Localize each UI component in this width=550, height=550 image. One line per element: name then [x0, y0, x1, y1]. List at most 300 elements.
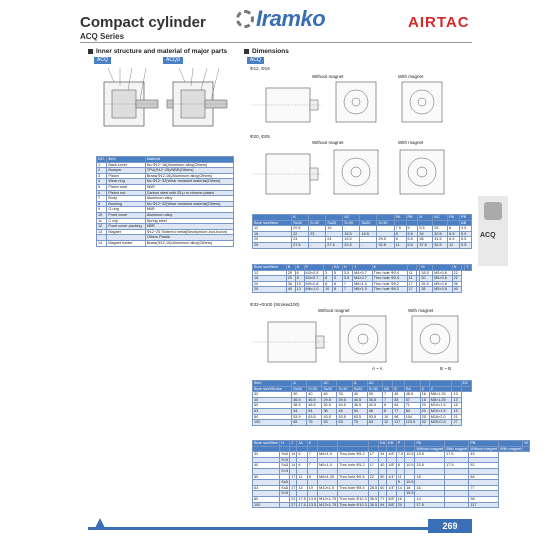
t2-row-cell: 5: [332, 270, 342, 276]
t4-row-cell: 35.5: [369, 502, 378, 507]
t3-row-cell: 29.5: [322, 397, 337, 403]
t3-row-cell: 57: [404, 397, 420, 403]
t3-header-row-cell: AC: [367, 381, 382, 387]
t4-row-cell: 11: [297, 474, 307, 480]
t4-row-cell: 117: [469, 502, 499, 508]
t4-row-cell: 14: [396, 485, 404, 491]
t4-row-cell: 22: [368, 474, 378, 480]
t3-row-cell: M10×1.5: [429, 408, 452, 414]
t3-row-cell: 12: [382, 420, 392, 426]
t4-row-cell: 10.5: [406, 452, 414, 457]
t4-header-row-cell: Without magnet: [416, 446, 444, 451]
parts-row-cell: 5: [97, 184, 107, 190]
t3-row-cell: 32: [253, 392, 292, 398]
t1-header-row-cell: S>30: [377, 220, 394, 226]
page-number: 269: [428, 519, 472, 533]
t4-row-cell: 6: [297, 463, 307, 469]
t4-header-row-cell: W: [524, 441, 528, 445]
t2-row-cell: M6×1.0: [353, 287, 372, 293]
t4-row-cell: 32: [253, 452, 280, 458]
t4-row-cell: 16: [415, 485, 445, 491]
t4-row-cell: 11: [396, 474, 404, 480]
t3-row-cell: 50: [253, 403, 292, 409]
t2-row-cell: 25: [286, 270, 295, 276]
t3-row-cell: 98: [393, 414, 405, 420]
t2-header-row-cell: E: [304, 265, 323, 271]
parts-row: [97, 179, 234, 185]
size-label-20-25: Φ20, Φ25: [250, 134, 270, 139]
t4-row-cell: 18: [405, 485, 415, 491]
t3-row-cell: 64: [393, 403, 405, 409]
t3-row-cell: 20: [420, 408, 429, 414]
t4-header-row-cell: KB: [387, 441, 397, 447]
iramko-logo-text: Iramko: [256, 6, 326, 31]
t2-row-cell: 12: [253, 270, 287, 276]
t1-row-cell: 5: [406, 226, 418, 232]
t2-row-cell: 8: [324, 281, 333, 287]
t3-row-cell: 40: [322, 392, 337, 398]
t3-row-cell: 53: [322, 420, 337, 426]
dim-drawing-12-16: [252, 72, 472, 134]
t2-header-row-cell: J: [353, 265, 372, 271]
t1-row-cell: -: [309, 242, 326, 248]
t2-row-cell: 18.5: [420, 270, 433, 276]
t3-row-cell: 43.5: [322, 414, 337, 420]
t3-row-cell: 16: [420, 397, 429, 403]
t4-row-cell: 100: [253, 502, 280, 508]
t1-row-cell: 5.5: [406, 231, 418, 237]
parts-row: [97, 229, 234, 235]
t1-row-cell: 26: [433, 226, 448, 232]
t1-row-cell: 5.5: [418, 226, 433, 232]
t4-row-cell: 52: [469, 463, 499, 469]
t3-row-cell: 53: [393, 397, 405, 403]
t4-row-cell: 17.5: [445, 452, 469, 458]
t3-row-cell: 30.5: [322, 403, 337, 409]
t4-row-cell: 50: [379, 474, 387, 480]
t2-header-row-cell: D: [295, 265, 304, 271]
t4-row-cell: 10: [307, 485, 317, 491]
t1-row-cell: 36: [418, 237, 433, 243]
t2-row-cell: 17: [407, 281, 416, 287]
t4-row-cell: 17: [368, 463, 378, 469]
t4-row-cell: 34: [379, 452, 387, 458]
t4-row-cell: S>5: [281, 457, 289, 462]
t2-row-cell: 12: [295, 287, 304, 293]
t4-row-cell: 64: [469, 474, 499, 480]
parts-material-table: [96, 156, 234, 247]
t4-row-cell: S>5: [281, 468, 289, 473]
t4-row-cell: 14: [291, 452, 296, 457]
t4-row-cell: S≤5: [281, 485, 289, 490]
t2-row-cell: 40: [452, 287, 461, 293]
t3-row-cell: M16×2.0: [429, 414, 452, 420]
series-subtitle: ACQ Series: [80, 32, 125, 41]
t1-row-cell: 20: [253, 237, 292, 243]
t3-row-cell: 40: [352, 392, 367, 398]
t3-row-cell: 36.5: [367, 397, 382, 403]
t3-row-cell: 80: [253, 414, 292, 420]
t3-header-row-cell: [461, 386, 471, 392]
t1-row-cell: 12: [253, 226, 292, 232]
t3-row-cell: M8×1.25: [429, 397, 452, 403]
dim-table-large-bore-2: [252, 440, 530, 508]
parts-row-cell: Piston seal: [107, 184, 145, 190]
t4-row-cell: 20: [396, 502, 404, 508]
t1-row-cell: 22: [292, 231, 309, 237]
parts-header-item: Item: [107, 157, 145, 163]
t4-row-cell: S≤5: [281, 452, 289, 457]
t3-row-cell: 65: [292, 420, 307, 426]
t4-header-row-cell: JA: [297, 441, 307, 447]
t3-row-cell: 84: [404, 408, 420, 414]
t2-row-cell: 11: [407, 270, 416, 276]
parts-row-cell: Piston: [107, 173, 145, 179]
parts-row-cell: 11: [97, 218, 107, 224]
t3-row-cell: 10: [382, 414, 392, 420]
t2-row-cell: 3.5: [342, 276, 352, 282]
t2-header-row-cell: K: [372, 265, 407, 271]
t4-row-cell: 15.5: [415, 452, 445, 458]
t3-header-row-cell: Bore size\Stroke: [253, 386, 292, 392]
t4-header-row-cell: With magnet: [446, 446, 468, 451]
t4-row-cell: 18: [415, 474, 445, 480]
parts-row: [97, 190, 234, 196]
t4-row-cell: 40: [379, 463, 387, 469]
t1-row-cell: -: [309, 226, 326, 232]
t4-row-cell: 15.5: [415, 463, 445, 469]
t3-row-cell: 8: [382, 403, 392, 409]
t1-row-cell: -: [309, 237, 326, 243]
t4-row-cell: 14: [291, 463, 296, 468]
t2-row-cell: 3.5: [342, 270, 352, 276]
t2-row-cell: 22: [452, 276, 461, 282]
t4-header-row-cell: H: [280, 441, 290, 447]
t2-row-cell: 36: [452, 281, 461, 287]
t3-row-cell: 53.5: [337, 414, 352, 420]
t4-row-cell: 8: [396, 463, 404, 469]
t3-row-cell: 53.5: [292, 414, 307, 420]
t3-row-cell: 40.5: [367, 403, 382, 409]
t1-row-cell: 11: [394, 242, 406, 248]
parts-row-cell: NBR: [145, 207, 233, 213]
t3-row-cell: 32: [420, 420, 429, 426]
parts-row-cell: O-ring: [107, 207, 145, 213]
parts-row-cell: 1: [97, 162, 107, 168]
t3-row-cell: 46.5: [307, 397, 322, 403]
t4-row-cell: 50: [253, 474, 280, 480]
parts-row-cell: No:Φ12~16(Aluminum alloy(Others): [145, 162, 233, 168]
t2-row-cell: 22: [452, 270, 461, 276]
t4-row-cell: 14: [297, 485, 307, 491]
t4-row-cell: Thru hole Φ6.5: [338, 474, 369, 480]
t2-row-cell: M4×0.7: [304, 276, 323, 282]
t2-row-cell: Thru hole Φ3.4: [372, 270, 407, 276]
t3-row-cell: 40.5: [337, 403, 352, 409]
t4-row-cell: 17: [291, 485, 296, 490]
with-magnet-label-1: With magnet: [398, 74, 424, 79]
t4-row-cell: 15.5: [406, 491, 414, 496]
t4-row-cell: Thru hole Φ5.2: [338, 452, 369, 458]
t1-header-row-cell: A: [418, 215, 433, 221]
t2-row-cell: M5×0.8: [433, 287, 452, 293]
t4-row-cell: 9: [396, 480, 404, 486]
t1-row-cell: 7.5: [394, 226, 406, 232]
section-b-label: B ~ B: [440, 366, 452, 371]
t1-header-row-cell: S≤30: [360, 220, 377, 226]
t1-row-cell: 22.5: [343, 242, 360, 248]
t3-row-cell: 71: [404, 403, 420, 409]
t4-row-cell: M10×1.5: [318, 485, 338, 491]
parts-row-cell: Magnet: [107, 229, 145, 235]
t2-row-cell: 40: [286, 287, 295, 293]
t4-row-cell: 17.5: [415, 502, 445, 508]
parts-row-cell: 12: [97, 224, 107, 230]
t3-row-cell: 33: [337, 392, 352, 398]
t4-row-cell: 8: [307, 474, 317, 480]
t4-row-cell: 28.5: [369, 485, 378, 490]
t4-row-cell: [445, 502, 469, 508]
side-tab-label: ACQ: [480, 232, 496, 239]
t2-row-cell: 20: [420, 276, 433, 282]
t3-row-cell: 25: [420, 414, 429, 420]
t1-row-cell: 32.5: [433, 242, 448, 248]
t3-row-cell: 38.5: [292, 403, 307, 409]
t3-row-cell: 39.5: [337, 397, 352, 403]
t4-row-cell: 7: [307, 463, 317, 469]
t1-header-row-cell: PB: [460, 215, 472, 221]
t2-header-row-cell: Bore size\Item: [253, 265, 287, 271]
t1-row-cell: -: [343, 226, 360, 232]
t4-header-row-cell: [523, 446, 530, 452]
t4-row-cell: [280, 502, 290, 508]
t1-row-cell: 25: [253, 242, 292, 248]
t4-row-cell: M6×1.0: [318, 452, 338, 458]
t3-row-cell: 7: [382, 392, 392, 398]
gear-icon: [236, 10, 254, 28]
parts-row-cell: Piston rod: [107, 190, 145, 196]
t3-header-row-cell: AB: [382, 386, 392, 392]
t3-row-cell: 63.5: [352, 414, 367, 420]
t3-row-cell: 53.5: [367, 414, 382, 420]
footer-rule: [88, 527, 428, 530]
section-inner-structure: [88, 48, 227, 55]
t1-row-cell: 27.5: [326, 242, 343, 248]
parts-row-cell: C clip: [107, 218, 145, 224]
t1-row-cell: 19.5: [343, 237, 360, 243]
iramko-logo: [236, 6, 325, 32]
t3-row-cell: 16: [420, 392, 429, 398]
t1-row-cell: 24: [326, 237, 343, 243]
tag-acqs: ACQS: [163, 57, 183, 64]
t4-row-cell: Thru hole Φ8.5: [338, 485, 369, 491]
t3-row-cell: 46: [393, 392, 405, 398]
t3-row-cell: 46.5: [352, 397, 367, 403]
t3-row-cell: 20: [420, 403, 429, 409]
parts-row-cell: 9: [97, 207, 107, 213]
t4-header-row-cell: Bore size\Item: [254, 441, 279, 445]
t4-row-cell: S≤5: [281, 480, 289, 485]
without-magnet-label-2: Without magnet: [312, 140, 344, 145]
t1-row-cell: 16.5: [360, 231, 377, 237]
t4-header-row-cell: PB: [469, 441, 499, 447]
t1-row-cell: 8: [394, 237, 406, 243]
t1-row-cell: 6.5: [448, 231, 460, 237]
t2-row-cell: 17: [407, 287, 416, 293]
size-label-12-16: Φ12, Φ16: [250, 66, 270, 71]
t1-row-cell: 32.5: [377, 242, 394, 248]
t1-header-row-cell: AC: [433, 215, 448, 221]
t4-row-cell: 3/8": [388, 496, 395, 501]
t2-row-cell: M4×0.7: [353, 276, 372, 282]
t2-row-cell: 25: [253, 287, 287, 293]
t4-row-cell: 7.5: [397, 452, 404, 457]
t3-row-cell: 123.5: [404, 420, 420, 426]
parts-row-cell: Magnet holder: [107, 240, 145, 246]
t2-header-row-cell: M: [420, 265, 433, 271]
t4-row-cell: 98: [469, 496, 499, 502]
t2-row-cell: 10: [324, 287, 333, 293]
t4-row-cell: 13.5: [308, 496, 317, 501]
t3-row-cell: 13: [452, 397, 461, 403]
section-dimensions: [244, 48, 289, 55]
t3-row-cell: 63: [337, 420, 352, 426]
t2-header-row-cell: EA: [332, 265, 342, 271]
t4-row-cell: 22: [291, 496, 296, 501]
parts-row: [97, 201, 234, 207]
t1-row-cell: 29.5: [377, 237, 394, 243]
t3-header-row-cell: A: [352, 381, 367, 387]
t1-row-cell: 34: [418, 231, 433, 237]
parts-row-cell: TPU(Φ12~25)/NBR(Others): [145, 168, 233, 174]
parts-row-cell: 10: [97, 212, 107, 218]
t3-row-cell: 15: [452, 403, 461, 409]
parts-row-cell: NBR: [145, 224, 233, 230]
t2-row-cell: M4×0.7: [353, 270, 372, 276]
t2-row-cell: 8: [332, 287, 342, 293]
t4-row: [253, 502, 530, 508]
t4-row-cell: S>5: [281, 491, 289, 496]
t4-row-cell: [405, 502, 415, 508]
t1-row-cell: 20.5: [292, 226, 309, 232]
t1-header-row-cell: S>30: [309, 220, 326, 226]
t3-row-cell: 63: [367, 420, 382, 426]
t2-row-cell: M5×0.8: [433, 281, 452, 287]
airtac-logo: AIRTAC: [408, 14, 470, 31]
t4-row-cell: 1/8": [388, 463, 395, 468]
t4-row-cell: 1/4": [388, 474, 395, 479]
t1-header-row-cell: Bore size\Item: [253, 220, 292, 226]
bullet-square-icon: [244, 49, 249, 54]
t4-row-cell: 17: [368, 452, 378, 458]
acqs-section-drawing: [163, 64, 231, 144]
t4-row-cell: Thru hole Φ10.3: [339, 502, 367, 507]
t4-row-cell: 17.5: [298, 502, 306, 507]
t3-row-cell: 48.5: [404, 392, 420, 398]
t4-row-cell: S≤5: [281, 463, 289, 468]
t3-row-cell: 117: [393, 420, 405, 426]
t2-row-cell: Thru hole Φ5.2: [372, 287, 407, 293]
t1-row: [253, 242, 472, 248]
t4-row-cell: M6×1.0: [318, 463, 338, 469]
t4-row-cell: 7: [307, 452, 317, 458]
t4-row-cell: 35.5: [369, 496, 378, 501]
parts-row-cell: 8: [97, 201, 107, 207]
header-divider: [80, 42, 472, 43]
t3-row-cell: 48.5: [352, 403, 367, 409]
t4-row-cell: 10.5: [406, 463, 414, 468]
parts-row-cell: Aluminum alloy: [145, 212, 233, 218]
t3-row-cell: 104: [404, 414, 420, 420]
parts-row-cell: 13: [97, 229, 107, 235]
t3-header-row-cell: B: [393, 386, 405, 392]
t4-row-cell: 94: [379, 502, 387, 508]
t1-row-cell: 11: [448, 242, 460, 248]
dim-table-small-bore: [252, 214, 472, 249]
t2-row-cell: Thru hole Φ3.4: [372, 276, 407, 282]
t3-row-cell: 75: [307, 420, 322, 426]
dim-table-small-bore-2: [252, 264, 472, 293]
t1-header-row-cell: S>30: [343, 220, 360, 226]
t2-row-cell: 36: [286, 281, 295, 287]
without-magnet-label-3: Without magnet: [318, 308, 350, 313]
t4-row-cell: 17.5: [298, 496, 306, 501]
t2-row-cell: 11: [407, 276, 416, 282]
parts-row-cell: 4: [97, 179, 107, 185]
parts-row-cell: 2: [97, 168, 107, 174]
cylinder-product-icon: [484, 202, 502, 220]
dim-drawing-20-25: [252, 140, 472, 210]
t3-header-row-cell: AC: [322, 381, 337, 387]
t3-row-cell: 63: [253, 408, 292, 414]
t4-row-cell: 40: [253, 463, 280, 469]
t2-row: [253, 287, 472, 293]
parts-row-cell: 7: [97, 196, 107, 202]
t3-row-cell: 44: [292, 408, 307, 414]
t3-header-row-cell: S>30: [307, 386, 322, 392]
t1-row-cell: 6.5: [448, 237, 460, 243]
t1-row-cell: 5.5: [460, 231, 472, 237]
t3-row-cell: 77: [393, 408, 405, 414]
t4-header-row-cell: PA: [415, 441, 445, 447]
t3-header-row-cell: EA: [404, 386, 420, 392]
t4-row-cell: 27: [291, 502, 296, 507]
t2-header-row-cell: T: [465, 265, 472, 271]
t2-row-cell: 10: [295, 281, 304, 287]
t4-row-cell: 1/4": [388, 485, 395, 490]
side-tab-acq[interactable]: [478, 196, 508, 266]
t2-row-cell: 25.5: [420, 281, 433, 287]
t1-row-cell: 5.5: [406, 242, 418, 248]
t3-header-row-cell: Item: [253, 381, 292, 387]
t2-row-cell: 8: [332, 281, 342, 287]
t3-row-cell: 54: [352, 408, 367, 414]
parts-row-cell: NBR: [145, 184, 233, 190]
t1-header-row-cell: PA: [394, 215, 406, 221]
t1-row-cell: 16.5: [343, 231, 360, 237]
t4-header-row-cell: With magnet: [499, 446, 522, 451]
t1-row-cell: 16: [253, 231, 292, 237]
t3-row-cell: 46: [337, 408, 352, 414]
t1-row-cell: 15: [326, 226, 343, 232]
t2-row-cell: 20: [253, 281, 287, 287]
t3-row-cell: 63.5: [307, 414, 322, 420]
section-a-label: A ~ A: [372, 366, 383, 371]
t2-header-row-cell: B: [286, 265, 295, 271]
parts-row-cell: Aluminum alloy: [145, 196, 233, 202]
dim-drawing-32-100: [252, 310, 472, 372]
parts-row-cell: 6: [97, 190, 107, 196]
